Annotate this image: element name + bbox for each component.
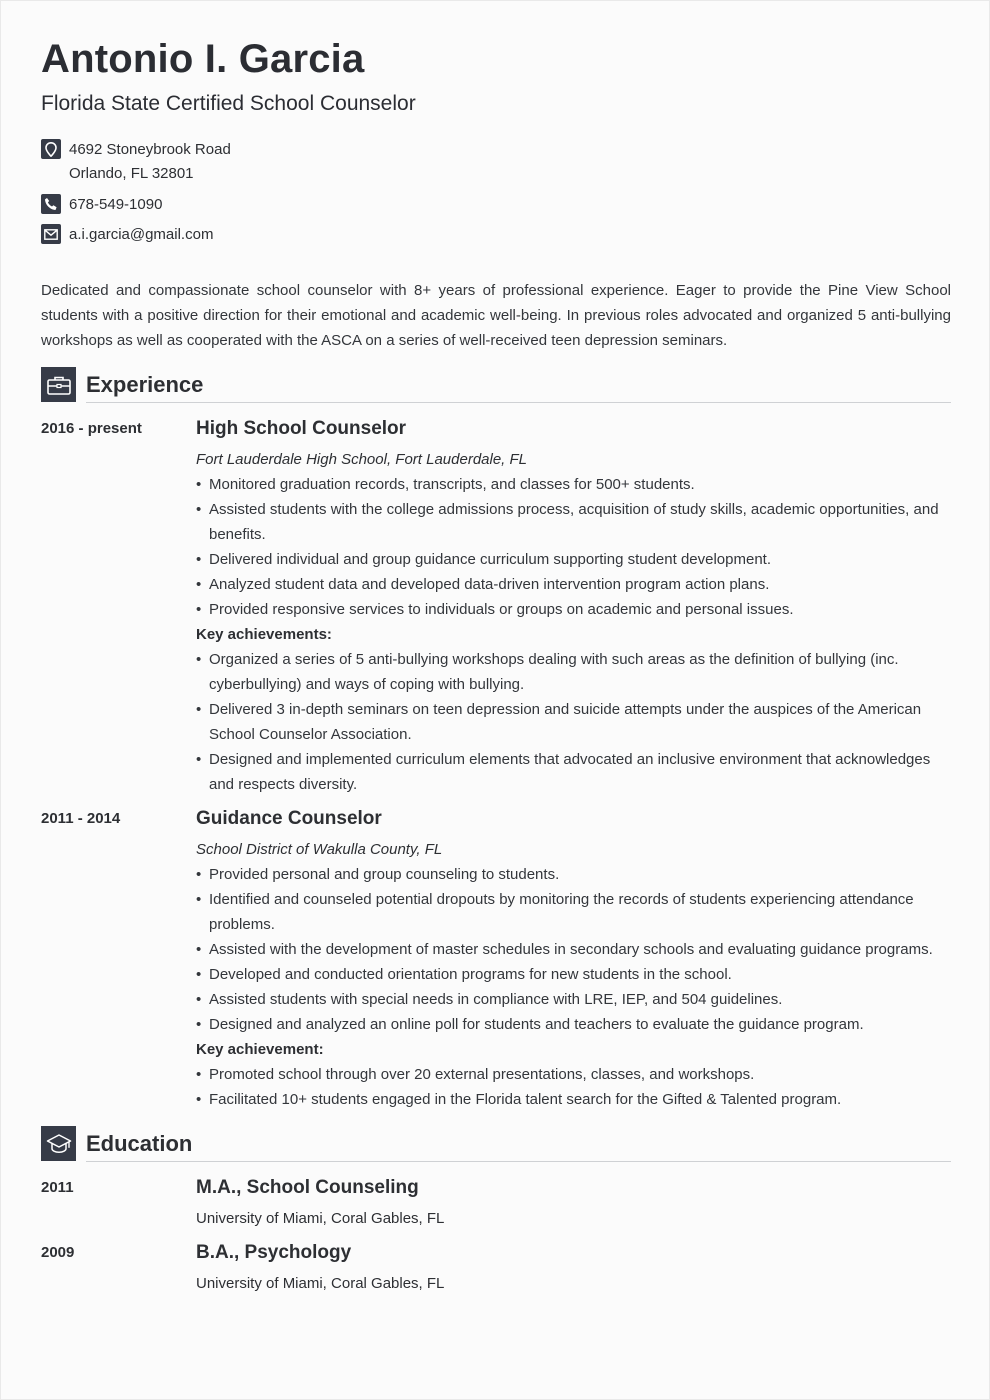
contact-address bbox=[41, 138, 231, 160]
job-duties-list bbox=[196, 862, 951, 1037]
achievements-label: Key achievements: bbox=[196, 626, 332, 643]
school-name: University of Miami, Coral Gables, FL bbox=[196, 1275, 445, 1292]
list-item: • Analyzed student data and developed data-driven intervention program action plans. bbox=[196, 572, 951, 597]
location-pin-icon bbox=[41, 139, 61, 159]
list-item: • Organized a series of 5 anti-bullying workshops dealing with such areas as the definition of bullying (inc. cyberbullying) and ways of coping with bullying. bbox=[196, 647, 951, 697]
list-item: • Provided responsive services to individuals or groups on academic and personal issues. bbox=[196, 597, 951, 622]
resume-page bbox=[1, 1, 989, 1399]
list-item: • Provided personal and group counseling to students. bbox=[196, 862, 951, 887]
education-year: 2009 bbox=[41, 1244, 75, 1261]
experience-section-header bbox=[41, 367, 951, 403]
achievements-list bbox=[196, 1062, 951, 1112]
phone-number[interactable]: 678-549-1090 bbox=[69, 195, 163, 213]
degree-title: M.A., School Counseling bbox=[196, 1177, 419, 1198]
list-item: • Monitored graduation records, transcripts, and classes for 500+ students. bbox=[196, 472, 951, 497]
list-item: • Facilitated 10+ students engaged in the Florida talent search for the Gifted & Talented program. bbox=[196, 1087, 951, 1112]
education-heading: Education bbox=[86, 1131, 193, 1156]
degree-title: B.A., Psychology bbox=[196, 1242, 352, 1263]
candidate-title: Florida State Certified School Counselor bbox=[41, 92, 416, 115]
education-year: 2011 bbox=[41, 1179, 74, 1196]
list-item: • Delivered 3 in-depth seminars on teen depression and suicide attempts under the auspices of the American School Counselor Association. bbox=[196, 697, 951, 747]
list-item: • Identified and counseled potential dropouts by monitoring the records of students experiencing attendance problems. bbox=[196, 887, 951, 937]
job-employer: Fort Lauderdale High School, Fort Lauderdale, FL bbox=[196, 451, 528, 468]
profile-summary: Dedicated and compassionate school counselor with 8+ years of professional experience. Eager to provide the Pine View School students with a positive direction for their emotional and academic well-being. In previous roles advocated and organized 5 anti-bullying workshops as well as cooperated with the ASCA on a series of well-received teen depression seminars. bbox=[41, 282, 951, 349]
job-dates: 2016 - present bbox=[41, 420, 142, 437]
contact-phone bbox=[41, 193, 162, 215]
job-title: High School Counselor bbox=[196, 418, 407, 439]
section-divider bbox=[86, 402, 951, 403]
briefcase-icon bbox=[41, 367, 76, 402]
email-address[interactable]: a.i.garcia@gmail.com bbox=[69, 225, 214, 243]
contact-email bbox=[41, 223, 213, 245]
achievements-list bbox=[196, 647, 951, 797]
list-item: • Designed and implemented curriculum elements that advocated an inclusive environment that acknowledges and respects diversity. bbox=[196, 747, 951, 797]
section-divider bbox=[86, 1161, 951, 1162]
list-item: • Assisted with the development of master schedules in secondary schools and evaluating guidance programs. bbox=[196, 937, 951, 962]
experience-heading: Experience bbox=[86, 372, 204, 397]
phone-icon bbox=[41, 194, 61, 214]
list-item: • Designed and analyzed an online poll for students and teachers to evaluate the guidance program. bbox=[196, 1012, 951, 1037]
candidate-name: Antonio I. Garcia bbox=[41, 37, 365, 81]
job-dates: 2011 - 2014 bbox=[41, 810, 121, 827]
graduation-cap-icon bbox=[41, 1126, 76, 1161]
job-employer: School District of Wakulla County, FL bbox=[196, 841, 443, 858]
list-item: • Developed and conducted orientation programs for new students in the school. bbox=[196, 962, 951, 987]
list-item: • Assisted students with special needs in compliance with LRE, IEP, and 504 guidelines. bbox=[196, 987, 951, 1012]
list-item: • Delivered individual and group guidance curriculum supporting student development. bbox=[196, 547, 951, 572]
address-line-2: Orlando, FL 32801 bbox=[69, 165, 194, 182]
achievements-label: Key achievement: bbox=[196, 1041, 324, 1058]
job-duties-list bbox=[196, 472, 951, 622]
list-item: • Promoted school through over 20 external presentations, classes, and workshops. bbox=[196, 1062, 951, 1087]
envelope-icon bbox=[41, 224, 61, 244]
job-title: Guidance Counselor bbox=[196, 808, 382, 829]
list-item: • Assisted students with the college admissions process, acquisition of study skills, academic opportunities, and benefits. bbox=[196, 497, 951, 547]
address-line-1: 4692 Stoneybrook Road bbox=[69, 140, 231, 158]
school-name: University of Miami, Coral Gables, FL bbox=[196, 1210, 445, 1227]
education-section-header bbox=[41, 1126, 951, 1162]
